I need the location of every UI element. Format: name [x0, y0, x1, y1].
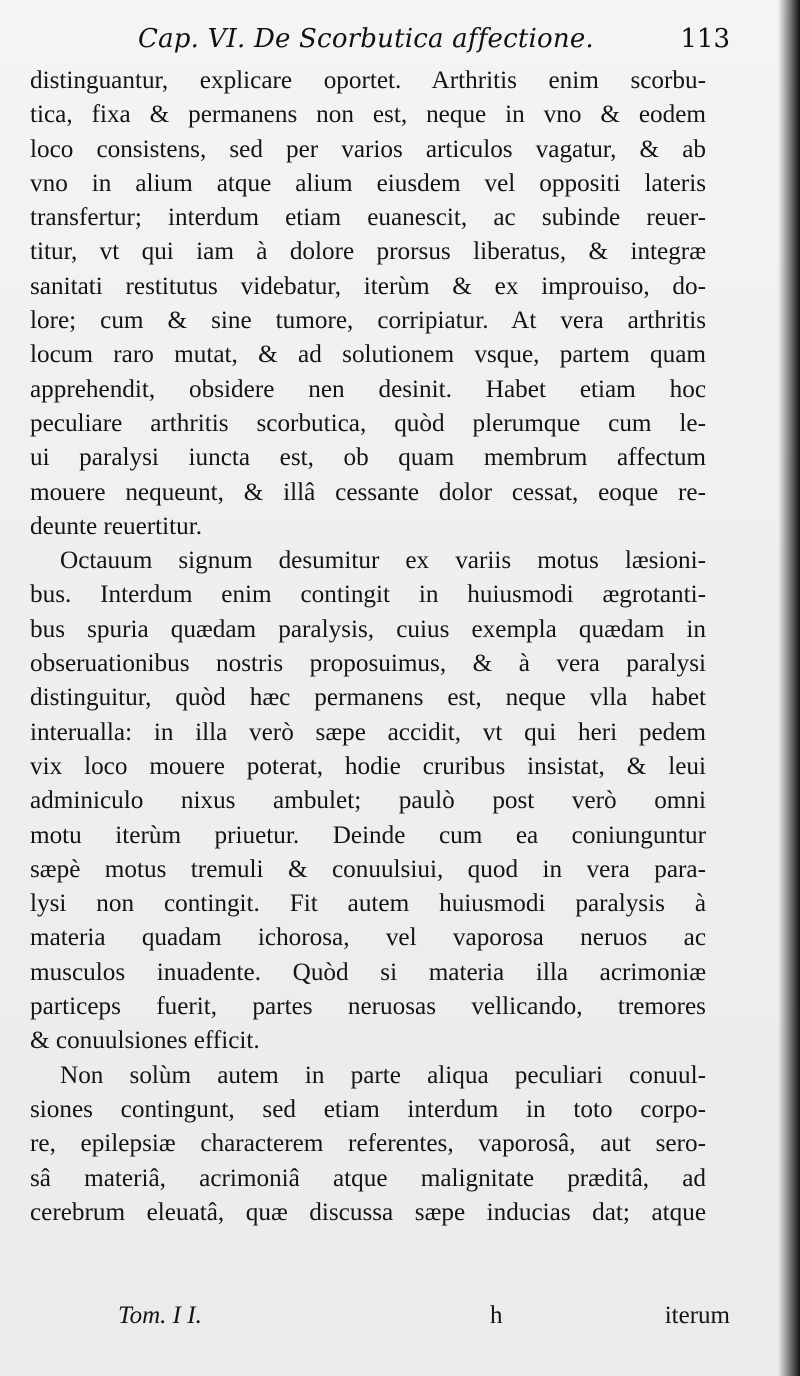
volume-mark: Tom. I I.	[118, 1302, 202, 1329]
text-line: sâ materiâ, acrimoniâ atque malignitate præditâ, ad	[30, 1164, 706, 1192]
text-line: peculiare arthritis scorbutica, quòd plerumque cum le-	[30, 409, 706, 437]
text-line: ui paralysi iuncta est, ob quam membrum affectum	[30, 444, 706, 472]
body-text	[30, 64, 706, 1230]
text-line: vix loco mouere poterat, hodie cruribus insistat, & leui	[30, 752, 706, 780]
text-line: vno in alium atque alium eiusdem vel oppositi lateris	[30, 169, 706, 197]
text-line: lysi non contingit. Fit autem huiusmodi paralysis à	[30, 890, 706, 918]
text-line: re, epilepsiæ characterem referentes, vaporosâ, aut sero-	[30, 1130, 706, 1158]
text-line: bus. Interdum enim contingit in huiusmodi ægrotanti-	[30, 581, 706, 609]
page-number: 113	[680, 24, 730, 54]
text-line: lore; cum & sine tumore, corripiatur. At vera arthritis	[30, 307, 706, 335]
text-line: motu iterùm priuetur. Deinde cum ea coniunguntur	[30, 821, 706, 849]
signature-mark: h	[490, 1302, 503, 1329]
text-line: deunte reuertitur.	[30, 512, 203, 540]
text-line: materia quadam ichorosa, vel vaporosa neruos ac	[30, 924, 706, 952]
text-line: sæpè motus tremuli & conuulsiui, quod in vera para-	[30, 855, 706, 883]
page-footer	[30, 1302, 730, 1342]
text-line: & conuulsiones efficit.	[30, 1027, 260, 1055]
text-line: distinguitur, quòd hæc permanens est, neque vlla habet	[30, 684, 706, 712]
text-line: adminiculo nixus ambulet; paulò post verò omni	[30, 787, 706, 815]
text-line: loco consistens, sed per varios articulos vagatur, & ab	[30, 135, 706, 163]
running-head	[120, 20, 730, 60]
text-line: sanitati restitutus videbatur, iterùm & ex improuiso, do-	[30, 272, 706, 300]
text-line: musculos inuadente. Quòd si materia illa acrimoniæ	[30, 958, 706, 986]
text-line: tica, fixa & permanens non est, neque in vno & eodem	[30, 101, 706, 129]
text-line: cerebrum eleuatâ, quæ discussa sæpe inducias dat; atque	[30, 1198, 706, 1226]
text-line: mouere nequeunt, & illâ cessante dolor cessat, eoque re-	[30, 478, 706, 506]
text-line: apprehendit, obsidere nen desinit. Habet etiam hoc	[30, 375, 706, 403]
paragraph-start-line: Octauum signum desumitur ex variis motus læsioni-	[60, 547, 706, 575]
chapter-title: Cap. VI. De Scorbutica affectione.	[138, 24, 594, 54]
catchword: iterum	[664, 1302, 730, 1329]
text-line: locum raro mutat, & ad solutionem vsque, partem quam	[30, 341, 706, 369]
text-line: distinguantur, explicare oportet. Arthritis enim scorbu-	[30, 67, 706, 94]
text-line: transfertur; interdum etiam euanescit, ac subinde reuer-	[30, 204, 706, 232]
text-line: obseruationibus nostris proposuimus, & à vera paralysi	[30, 650, 706, 678]
text-line: interualla: in illa verò sæpe accidit, vt qui heri pedem	[30, 718, 706, 746]
text-line: siones contingunt, sed etiam interdum in toto corpo-	[30, 1095, 706, 1123]
text-line: particeps fuerit, partes neruosas vellicando, tremores	[30, 993, 706, 1021]
text-line: bus spuria quædam paralysis, cuius exempla quædam in	[30, 615, 706, 643]
paragraph-start-line: Non solùm autem in parte aliqua peculiari conuul-	[60, 1061, 706, 1089]
text-line: titur, vt qui iam à dolore prorsus liberatus, & integræ	[30, 238, 706, 266]
